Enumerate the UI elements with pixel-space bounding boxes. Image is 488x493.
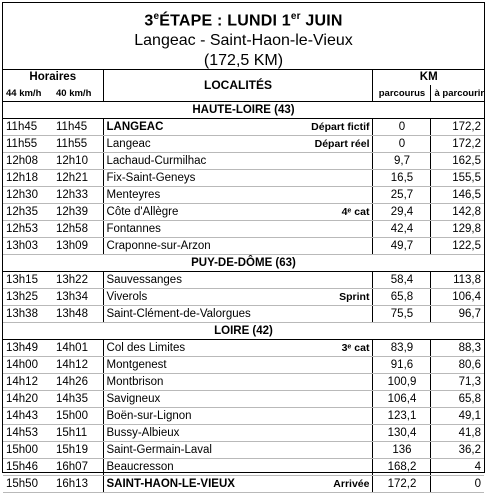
locality-name: Côte d'Allègre bbox=[106, 205, 179, 218]
time-40kmh: 12h10 bbox=[53, 153, 103, 170]
table-row bbox=[3, 170, 484, 187]
locality-name: Craponne-sur-Arzon bbox=[106, 239, 211, 252]
locality-cell bbox=[103, 340, 373, 357]
time-40kmh: 12h21 bbox=[53, 170, 103, 187]
time-44kmh: 15h46 bbox=[3, 459, 53, 476]
km-a-parcourir: 172,2 bbox=[431, 136, 484, 153]
time-44kmh: 13h25 bbox=[3, 289, 53, 306]
horaires-header: Horaires bbox=[3, 70, 103, 85]
time-40kmh: 13h22 bbox=[53, 272, 103, 289]
time-40kmh: 14h01 bbox=[53, 340, 103, 357]
speed-44-header: 44 km/h bbox=[3, 85, 53, 102]
locality-cell bbox=[103, 306, 373, 323]
locality-name: Saint-Germain-Laval bbox=[106, 443, 212, 456]
time-44kmh: 14h20 bbox=[3, 391, 53, 408]
a-parcourir-header: à parcourir bbox=[431, 85, 484, 102]
km-a-parcourir: 49,1 bbox=[431, 408, 484, 425]
time-40kmh: 16h07 bbox=[53, 459, 103, 476]
locality-name: Menteyres bbox=[106, 188, 161, 201]
speed-40-header: 40 km/h bbox=[53, 85, 103, 102]
locality-name: Boën-sur-Lignon bbox=[106, 409, 192, 422]
locality-cell bbox=[103, 391, 373, 408]
km-a-parcourir: 106,4 bbox=[431, 289, 484, 306]
km-a-parcourir: 0 bbox=[431, 476, 484, 493]
km-parcourus: 9,7 bbox=[373, 153, 431, 170]
time-40kmh: 14h26 bbox=[53, 374, 103, 391]
time-44kmh: 13h03 bbox=[3, 238, 53, 255]
time-40kmh: 13h09 bbox=[53, 238, 103, 255]
locality-note: Arrivée bbox=[333, 477, 370, 490]
table-row bbox=[3, 204, 484, 221]
locality-cell bbox=[103, 153, 373, 170]
km-parcourus: 25,7 bbox=[373, 187, 431, 204]
km-parcourus: 16,5 bbox=[373, 170, 431, 187]
km-a-parcourir: 41,8 bbox=[431, 425, 484, 442]
km-parcourus: 0 bbox=[373, 119, 431, 136]
km-parcourus: 123,1 bbox=[373, 408, 431, 425]
km-a-parcourir: 71,3 bbox=[431, 374, 484, 391]
title-sup: e bbox=[153, 11, 160, 22]
stage-distance: (172,5 KM) bbox=[203, 52, 284, 70]
locality-name: Savigneux bbox=[106, 392, 161, 405]
timetable bbox=[3, 70, 484, 493]
table-row bbox=[3, 476, 484, 493]
department-row bbox=[3, 102, 484, 119]
locality-note: 4ᵉ cat bbox=[341, 205, 370, 218]
km-header: KM bbox=[419, 71, 438, 83]
locality-cell bbox=[103, 221, 373, 238]
time-44kmh: 14h43 bbox=[3, 408, 53, 425]
locality-name: LANGEAC bbox=[106, 120, 164, 133]
km-parcourus: 29,4 bbox=[373, 204, 431, 221]
km-a-parcourir: 146,5 bbox=[431, 187, 484, 204]
km-a-parcourir: 155,5 bbox=[431, 170, 484, 187]
locality-cell bbox=[103, 289, 373, 306]
time-40kmh: 15h00 bbox=[53, 408, 103, 425]
km-parcourus: 168,2 bbox=[373, 459, 431, 476]
km-parcourus: 49,7 bbox=[373, 238, 431, 255]
department-name: PUY-DE-DÔME (63) bbox=[3, 255, 484, 272]
locality-name: Montgenest bbox=[106, 358, 167, 371]
title-sup: er bbox=[290, 11, 301, 22]
km-parcourus: 106,4 bbox=[373, 391, 431, 408]
time-44kmh: 12h35 bbox=[3, 204, 53, 221]
locality-cell bbox=[103, 476, 373, 493]
locality-cell bbox=[103, 408, 373, 425]
table-row bbox=[3, 391, 484, 408]
table-row bbox=[3, 306, 484, 323]
table-row bbox=[3, 340, 484, 357]
department-row bbox=[3, 323, 484, 340]
locality-name: Sauvessanges bbox=[106, 273, 182, 286]
timetable-body bbox=[3, 102, 484, 493]
time-40kmh: 11h55 bbox=[53, 136, 103, 153]
table-row bbox=[3, 357, 484, 374]
table-row bbox=[3, 425, 484, 442]
time-40kmh: 11h45 bbox=[53, 119, 103, 136]
time-40kmh: 15h11 bbox=[53, 425, 103, 442]
km-parcourus: 172,2 bbox=[373, 476, 431, 493]
locality-name: Saint-Clément-de-Valorgues bbox=[106, 307, 251, 320]
time-40kmh: 12h33 bbox=[53, 187, 103, 204]
locality-note: 3ᵉ cat bbox=[341, 341, 370, 354]
time-44kmh: 15h50 bbox=[3, 476, 53, 493]
title-part: 3 bbox=[144, 12, 154, 30]
locality-name: Col des Limites bbox=[106, 341, 186, 354]
km-parcourus: 130,4 bbox=[373, 425, 431, 442]
stage-schedule-sheet bbox=[2, 2, 485, 490]
table-row bbox=[3, 119, 484, 136]
table-row bbox=[3, 187, 484, 204]
km-a-parcourir: 80,6 bbox=[431, 357, 484, 374]
km-a-parcourir: 88,3 bbox=[431, 340, 484, 357]
table-row bbox=[3, 153, 484, 170]
km-parcourus: 136 bbox=[373, 442, 431, 459]
time-40kmh: 16h13 bbox=[53, 476, 103, 493]
time-44kmh: 15h00 bbox=[3, 442, 53, 459]
title-part: JUIN bbox=[300, 12, 343, 30]
table-row bbox=[3, 221, 484, 238]
locality-name: SAINT-HAON-LE-VIEUX bbox=[106, 477, 235, 490]
time-40kmh: 12h58 bbox=[53, 221, 103, 238]
time-40kmh: 13h34 bbox=[53, 289, 103, 306]
time-40kmh: 15h19 bbox=[53, 442, 103, 459]
km-a-parcourir: 172,2 bbox=[431, 119, 484, 136]
locality-name: Beaucresson bbox=[106, 460, 174, 473]
locality-cell bbox=[103, 425, 373, 442]
locality-cell bbox=[103, 374, 373, 391]
time-40kmh: 14h35 bbox=[53, 391, 103, 408]
time-44kmh: 11h55 bbox=[3, 136, 53, 153]
title-part: ÉTAPE : LUNDI 1 bbox=[159, 12, 291, 30]
table-row bbox=[3, 408, 484, 425]
time-44kmh: 14h12 bbox=[3, 374, 53, 391]
locality-name: Fix-Saint-Geneys bbox=[106, 171, 196, 184]
time-44kmh: 12h53 bbox=[3, 221, 53, 238]
locality-name: Bussy-Albieux bbox=[106, 426, 180, 439]
locality-note: Sprint bbox=[339, 290, 370, 303]
locality-cell bbox=[103, 204, 373, 221]
table-row bbox=[3, 442, 484, 459]
time-44kmh: 13h38 bbox=[3, 306, 53, 323]
time-44kmh: 14h00 bbox=[3, 357, 53, 374]
km-parcourus: 42,4 bbox=[373, 221, 431, 238]
locality-name: Lachaud-Curmilhac bbox=[106, 154, 207, 167]
km-a-parcourir: 36,2 bbox=[431, 442, 484, 459]
table-row bbox=[3, 374, 484, 391]
km-a-parcourir: 122,5 bbox=[431, 238, 484, 255]
locality-note: Départ réel bbox=[314, 137, 370, 150]
time-44kmh: 13h49 bbox=[3, 340, 53, 357]
km-parcourus: 58,4 bbox=[373, 272, 431, 289]
stage-title bbox=[3, 3, 484, 30]
km-a-parcourir: 162,5 bbox=[431, 153, 484, 170]
time-40kmh: 14h12 bbox=[53, 357, 103, 374]
locality-cell bbox=[103, 238, 373, 255]
km-parcourus: 83,9 bbox=[373, 340, 431, 357]
locality-cell bbox=[103, 459, 373, 476]
column-header-row-1 bbox=[3, 70, 484, 85]
locality-cell bbox=[103, 442, 373, 459]
localites-header: LOCALITÉS bbox=[103, 70, 373, 102]
locality-cell bbox=[103, 170, 373, 187]
km-parcourus: 65,8 bbox=[373, 289, 431, 306]
locality-cell bbox=[103, 119, 373, 136]
km-a-parcourir: 129,8 bbox=[431, 221, 484, 238]
table-row bbox=[3, 459, 484, 476]
km-a-parcourir: 4 bbox=[431, 459, 484, 476]
time-44kmh: 12h08 bbox=[3, 153, 53, 170]
locality-cell bbox=[103, 272, 373, 289]
stage-header bbox=[3, 3, 484, 70]
km-a-parcourir: 96,7 bbox=[431, 306, 484, 323]
time-44kmh: 13h15 bbox=[3, 272, 53, 289]
locality-name: Montbrison bbox=[106, 375, 164, 388]
time-44kmh: 12h30 bbox=[3, 187, 53, 204]
time-44kmh: 11h45 bbox=[3, 119, 53, 136]
stage-route: Langeac - Saint-Haon-le-Vieux bbox=[134, 32, 353, 50]
locality-name: Fontannes bbox=[106, 222, 161, 235]
km-parcourus: 91,6 bbox=[373, 357, 431, 374]
locality-cell bbox=[103, 357, 373, 374]
parcourus-header: parcourus bbox=[373, 85, 431, 102]
locality-cell bbox=[103, 187, 373, 204]
km-a-parcourir: 142,8 bbox=[431, 204, 484, 221]
km-a-parcourir: 65,8 bbox=[431, 391, 484, 408]
locality-cell bbox=[103, 136, 373, 153]
department-name: HAUTE-LOIRE (43) bbox=[3, 102, 484, 119]
km-parcourus: 0 bbox=[373, 136, 431, 153]
department-name: LOIRE (42) bbox=[3, 323, 484, 340]
km-a-parcourir: 113,8 bbox=[431, 272, 484, 289]
table-row bbox=[3, 272, 484, 289]
km-parcourus: 75,5 bbox=[373, 306, 431, 323]
km-parcourus: 100,9 bbox=[373, 374, 431, 391]
time-40kmh: 13h48 bbox=[53, 306, 103, 323]
time-40kmh: 12h39 bbox=[53, 204, 103, 221]
locality-name: Viverols bbox=[106, 290, 148, 303]
time-44kmh: 12h18 bbox=[3, 170, 53, 187]
locality-name: Langeac bbox=[106, 137, 151, 150]
locality-note: Départ fictif bbox=[311, 120, 370, 133]
table-row bbox=[3, 238, 484, 255]
department-row bbox=[3, 255, 484, 272]
time-44kmh: 14h53 bbox=[3, 425, 53, 442]
table-row bbox=[3, 289, 484, 306]
table-row bbox=[3, 136, 484, 153]
